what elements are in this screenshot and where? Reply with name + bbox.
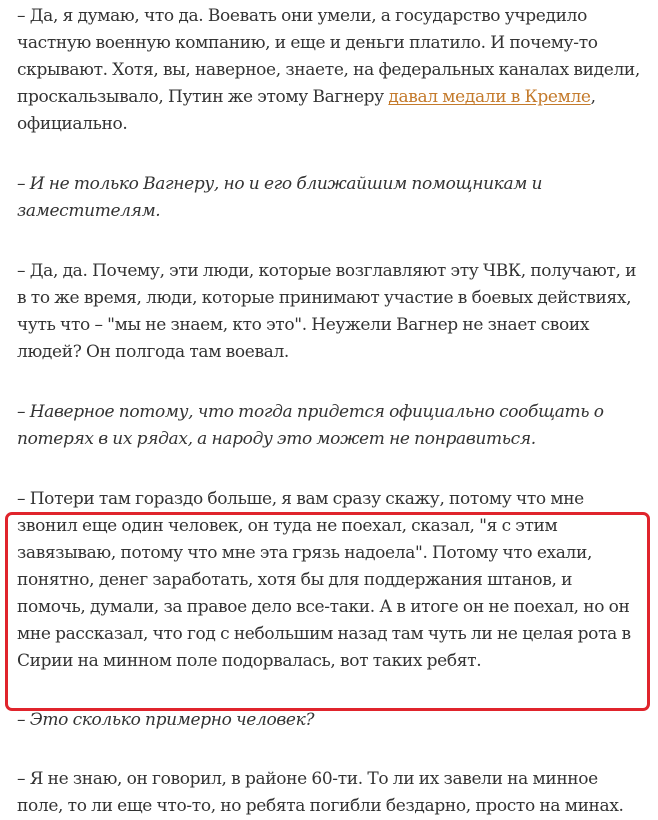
paragraph-spacer xyxy=(17,453,643,486)
paragraph-spacer xyxy=(17,138,643,171)
paragraph-spacer xyxy=(17,675,643,707)
paragraph-text: – Да, я думаю, что да. Воевать они умели, а государство учредило частную военную компанию, и еще и деньги платило. И почему-то скрывают. Хотя, вы, наверное, знаете, на федеральных каналах видели, проскальзывало, Путин же этому Вагнеру xyxy=(17,6,640,107)
paragraph-text: , официально. xyxy=(17,87,596,134)
paragraph-spacer xyxy=(17,366,643,399)
paragraph-answer-1 xyxy=(17,3,643,138)
kremlin-medals-link[interactable]: давал медали в Кремле xyxy=(388,87,591,107)
paragraph-answer-2: – Да, да. Почему, эти люди, которые возглавляют эту ЧВК, получают, и в то же время, люди, которые принимают участие в боевых действиях, чуть что – "мы не знаем, кто это". Неужели Вагнер не знает своих людей? Он полгода там воевал. xyxy=(17,261,637,362)
paragraph-spacer xyxy=(17,734,643,766)
paragraph-spacer xyxy=(17,225,643,258)
question-3: – Это сколько примерно человек? xyxy=(17,710,315,730)
paragraph-answer-3: – Потери там гораздо больше, я вам сразу скажу, потому что мне звонил еще один человек, он туда не поехал, сказал, "я с этим завязываю, потому что мне эта грязь надоела". Потому что ехали, понятно, денег заработать, хотя бы для поддержания штанов, и помочь, думали, за правое дело все-таки. А в итоге он не поехал, но он мне рассказал, что год с небольшим назад там чуть ли не целая рота в Сирии на минном поле подорвалась, вот таких ребят. xyxy=(17,489,631,671)
question-1: – И не только Вагнеру, но и его ближайшим помощникам и заместителям. xyxy=(17,174,543,221)
article-body xyxy=(17,3,643,820)
paragraph-answer-4: – Я не знаю, он говорил, в районе 60-ти. То ли их завели на минное поле, то ли еще что-то, но ребята погибли бездарно, просто на минах. xyxy=(17,769,624,816)
question-2: – Наверное потому, что тогда придется официально сообщать о потерях в их рядах, а народу это может не понравиться. xyxy=(17,402,604,449)
